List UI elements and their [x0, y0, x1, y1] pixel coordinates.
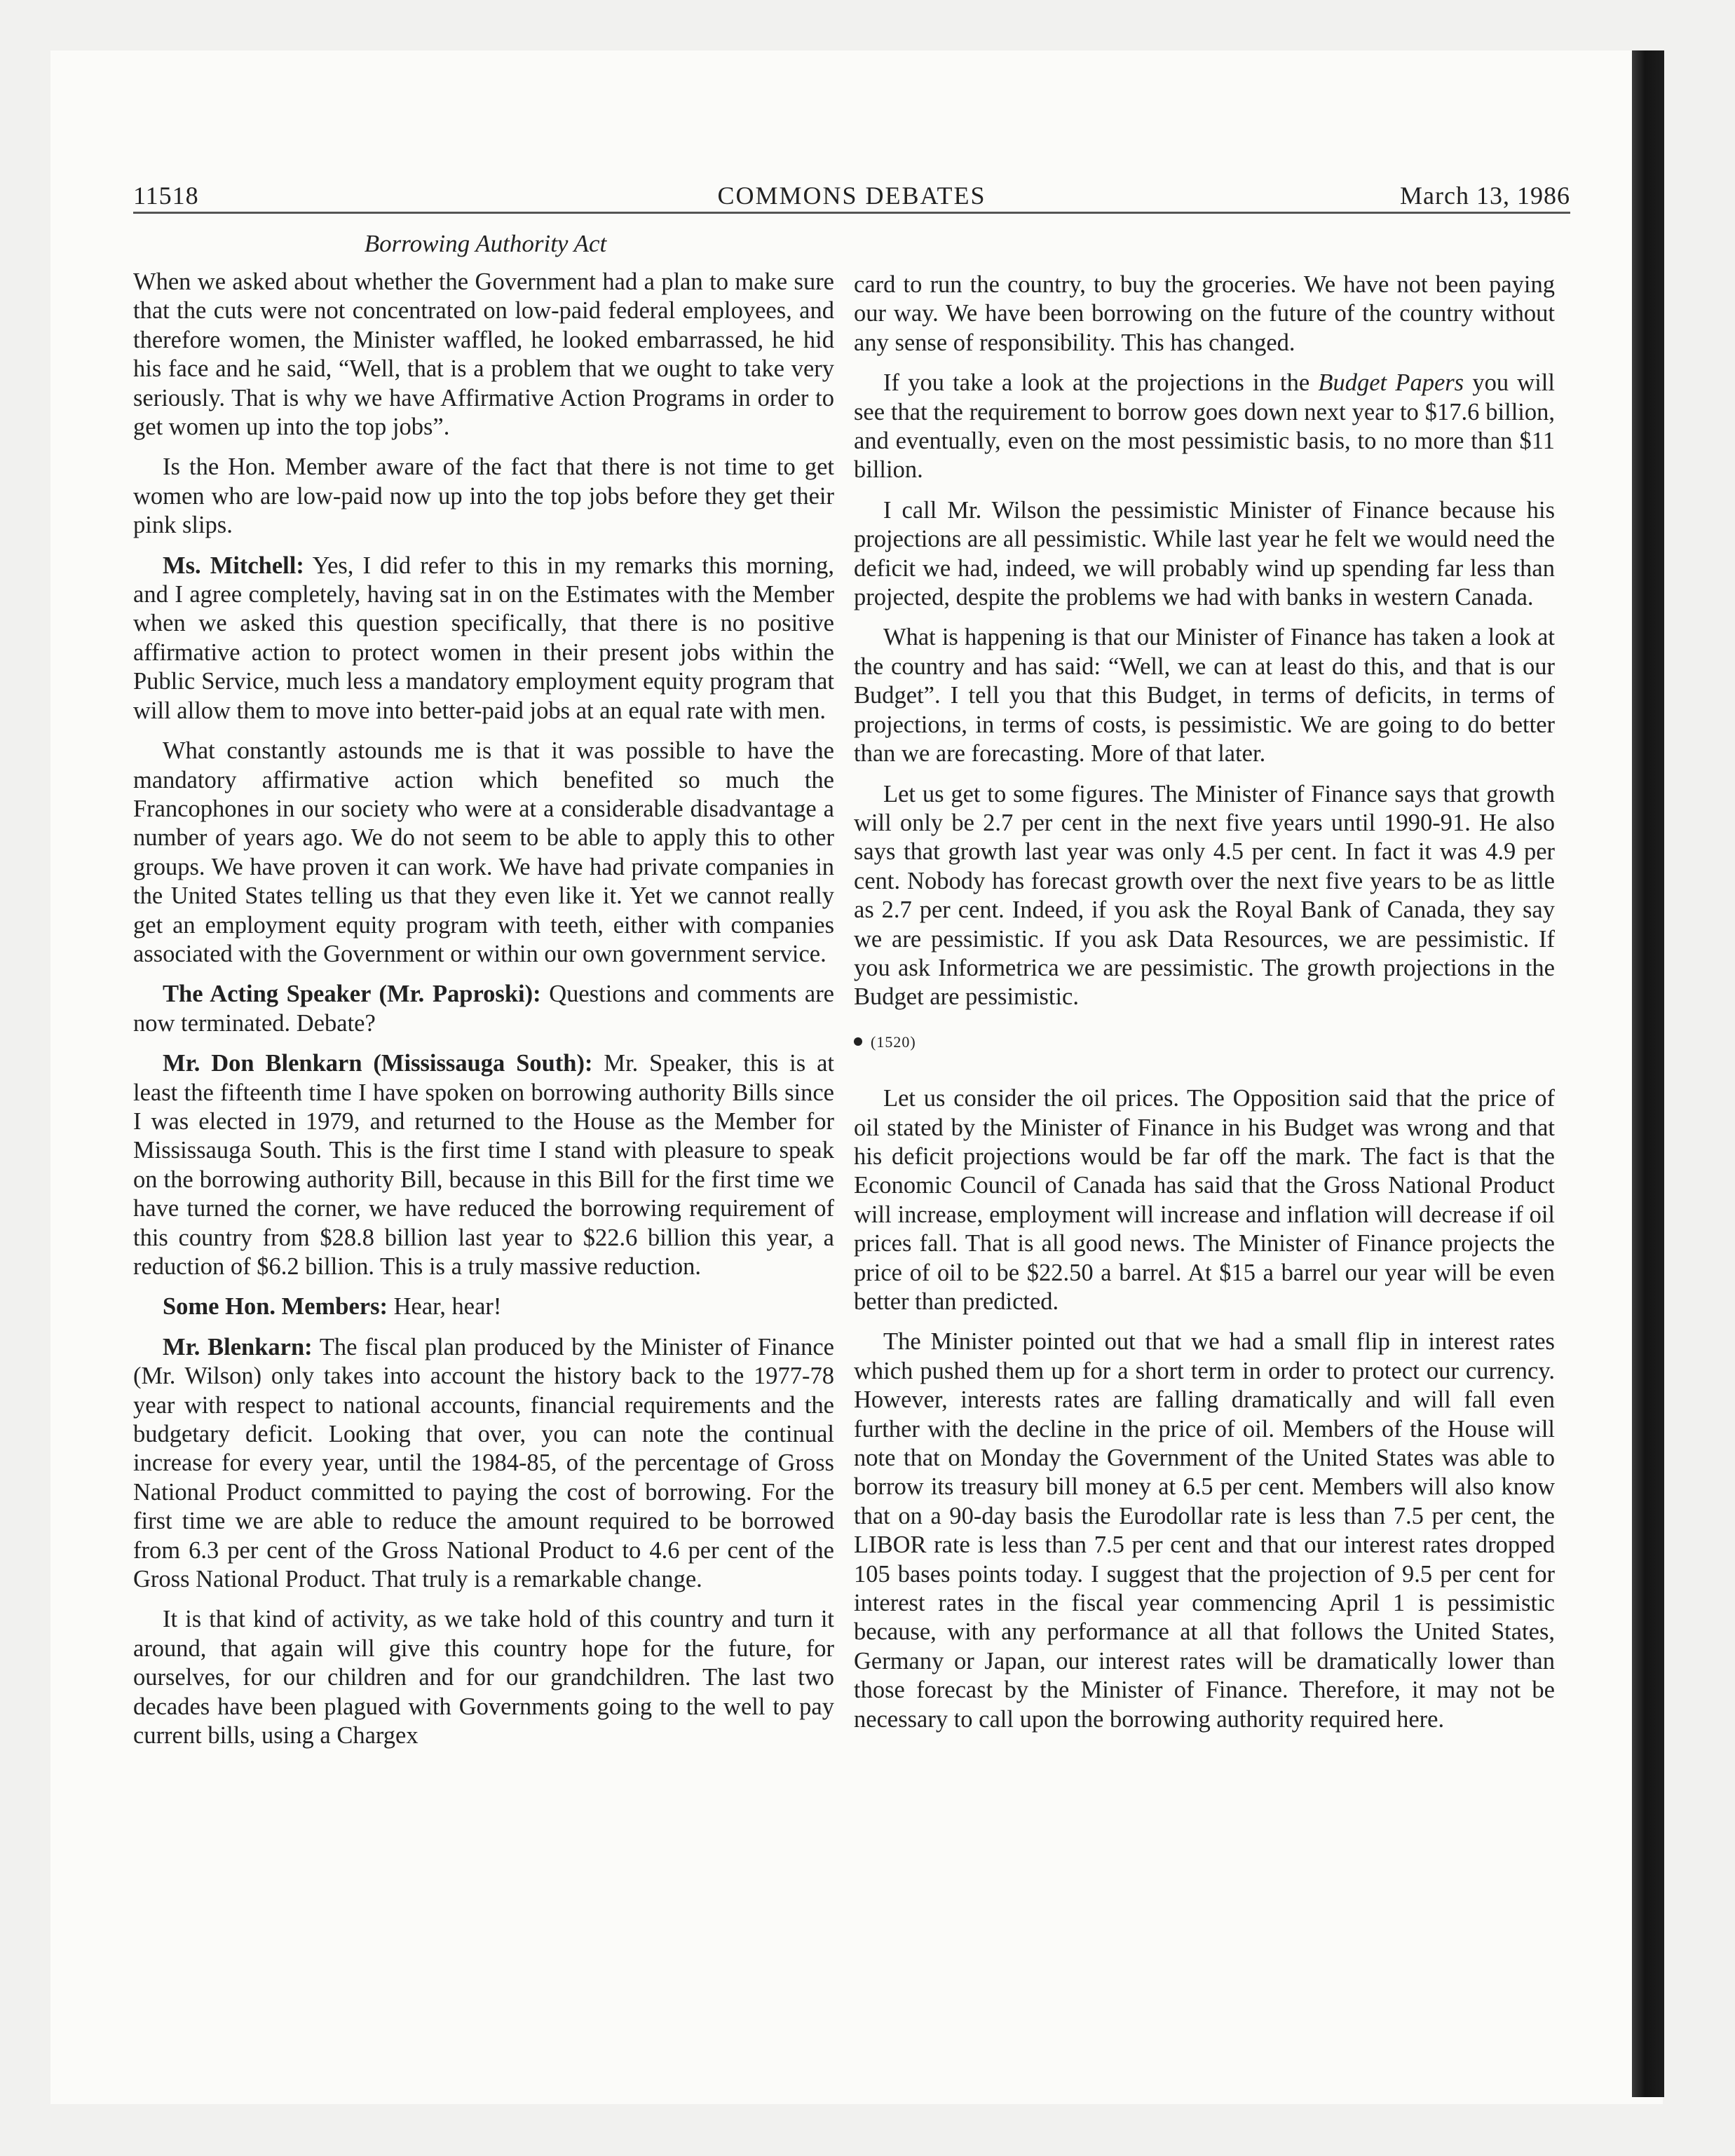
- speaker-name: Ms. Mitchell:: [163, 552, 304, 579]
- speech-text: Yes, I did refer to this in my remarks this morning, and I agree completely, having sat in on the Estimates with the Member when we asked this question specifically, that there is no positive affirmative action to protect women in their present jobs within the Public Service, much less a mandatory employment equity program that will allow them to move into better-paid jobs at an equal rate with men.: [133, 552, 834, 724]
- right-column: [854, 271, 1555, 1745]
- speech-text: Questions and comments are now terminated. Debate?: [133, 981, 834, 1037]
- page-number: 11518: [133, 182, 199, 210]
- paragraph: [133, 980, 834, 1038]
- page-date: March 13, 1986: [1400, 182, 1570, 210]
- speaker-name: Mr. Don Blenkarn (Mississauga South):: [163, 1050, 593, 1077]
- speech-text: you will see that the requirement to borrow goes down next year to $17.6 billion, and eventually, even on the most pessimistic basis, to no more than $11 billion.: [854, 369, 1555, 484]
- left-column: [133, 268, 834, 1762]
- speaker-name: Some Hon. Members:: [163, 1293, 388, 1321]
- section-title: Borrowing Authority Act: [364, 230, 607, 257]
- time-marker-label: (1520): [871, 1032, 916, 1051]
- paragraph: [133, 1049, 834, 1281]
- paragraph: [133, 1292, 834, 1321]
- speaker-name: The Acting Speaker (Mr. Paproski):: [163, 981, 541, 1008]
- paragraph: [133, 552, 834, 725]
- paragraph: It is that kind of activity, as we take hold of this country and turn it around, that again will give this country hope for the future, for ourselves, for our children and for our grandchildren. The last two decades have been plagued with Governments going to the well to pay current bills, using a Chargex: [133, 1606, 834, 1749]
- paragraph: [854, 369, 1555, 485]
- paragraph: Is the Hon. Member aware of the fact that there is not time to get women who are low-paid now up into the top jobs before they get their pink slips.: [133, 453, 834, 539]
- paragraph: When we asked about whether the Government had a plan to make sure that the cuts were not concentrated on low-paid federal employees, and therefore women, the Minister waffled, he looked embarrassed, he hid his face and he said, “Well, that is a problem that we ought to take very seriously. That is why we have Affirmative Action Programs in order to get women up into the top jobs”.: [133, 268, 834, 441]
- paragraph: What is happening is that our Minister of Finance has taken a look at the country and has said: “Well, we can at least do this, and that is our Budget”. I tell you that this Budget, in terms of deficits, in terms of projections, in terms of costs, is pessimistic. We are going to do better than we are forecasting. More of that later.: [854, 624, 1555, 767]
- speech-text: Hear, hear!: [387, 1293, 502, 1321]
- paragraph: card to run the country, to buy the groceries. We have not been paying our way. We have been borrowing on the future of the country without any sense of responsibility. This has changed.: [854, 271, 1555, 356]
- page-header: [133, 181, 1570, 214]
- speaker-name: Mr. Blenkarn:: [163, 1333, 313, 1360]
- speech-text: Mr. Speaker, this is at least the fifteenth time I have spoken on borrowing authority Bills since I was elected in 1979, and returned to the House as the Member for Mississauga South. This is the first time I stand with pleasure to speak on the borrowing authority Bill, because in this Bill for the first time we have turned the corner, we have reduced the borrowing requirement of this country from $28.8 billion last year to $22.6 billion this year, a reduction of $6.2 billion. This is a truly massive reduction.: [133, 1050, 834, 1280]
- document-title-italic: Budget Papers: [1318, 369, 1464, 397]
- paragraph: The Minister pointed out that we had a small flip in interest rates which pushed them up for a short term in order to protect our currency. However, interests rates are falling dramatically and will fall even further with the decline in the price of oil. Members of the House will note that on Monday the Government of the United States was able to borrow its treasury bill money at 6.5 per cent. Members will also know that on a 90-day basis the Eurodollar rate is less than 7.5 per cent, the LIBOR rate is less than 7.5 per cent and that our interest rates dropped 105 bases points today. I suggest that the projection of 9.5 per cent for interest rates in the fiscal year commencing April 1 is pessimistic because, with any performance at all that follows the United States, Germany or Japan, our interest rates will be dramatically lower than those forecast by the Minister of Finance. Therefore, it may not be necessary to call upon the borrowing authority required here.: [854, 1328, 1555, 1733]
- publication-title: COMMONS DEBATES: [717, 182, 986, 210]
- paragraph: What constantly astounds me is that it was possible to have the mandatory affirmative action which benefited so much the Francophones in our society who were at a considerable disadvantage a number of years ago. We do not seem to be able to apply this to other groups. We have proven it can work. We have had private companies in the United States telling us that they even like it. Yet we cannot really get an employment equity program with teeth, either with companies associated with the Government or within our own government service.: [133, 737, 834, 967]
- paragraph: I call Mr. Wilson the pessimistic Minister of Finance because his projections are all pessimistic. While last year he felt we would need the deficit we had, indeed, we will probably wind up spending far less than projected, despite the problems we had with banks in western Canada.: [854, 496, 1555, 611]
- scan-binding-edge: [1632, 50, 1664, 2097]
- bullet-dot-icon: [854, 1037, 862, 1046]
- paragraph: [133, 1333, 834, 1595]
- speech-text: The fiscal plan produced by the Minister of Finance (Mr. Wilson) only takes into account the history back to the 1977-78 year with respect to national accounts, financial requirements and the budgetary deficit. Looking that over, you can note the continual increase for every year, until the 1984-85, of the percentage of Gross National Product committed to paying the cost of borrowing. For the first time we are able to reduce the amount required to be borrowed from 6.3 per cent of the Gross National Product to 4.6 per cent of the Gross National Product. That truly is a remarkable change.: [133, 1333, 834, 1593]
- speech-text: If you take a look at the projections in the: [883, 369, 1319, 397]
- time-marker: [854, 1028, 1555, 1056]
- paragraph: Let us get to some figures. The Minister of Finance says that growth will only be 2.7 per cent in the next five years until 1990-91. He also says that growth last year was only 4.5 per cent. In fact it was 4.9 per cent. Nobody has forecast growth over the next five years to be as little as 2.7 per cent. Indeed, if you ask the Royal Bank of Canada, they say we are pessimistic. If you ask Data Resources, we are pessimistic. If you ask Informetrica we are pessimistic. The growth projections in the Budget are pessimistic.: [854, 780, 1555, 1011]
- paragraph: Let us consider the oil prices. The Opposition said that the price of oil stated by the Minister of Finance in his Budget was wrong and that his deficit projections would be far off the mark. The fact is that the Economic Council of Canada has said that the Gross National Product will increase, employment will increase and inflation will decrease if oil prices fall. That is all good news. The Minister of Finance projects the price of oil to be $22.50 a barrel. At $15 a barrel our year will be even better than predicted.: [854, 1085, 1555, 1315]
